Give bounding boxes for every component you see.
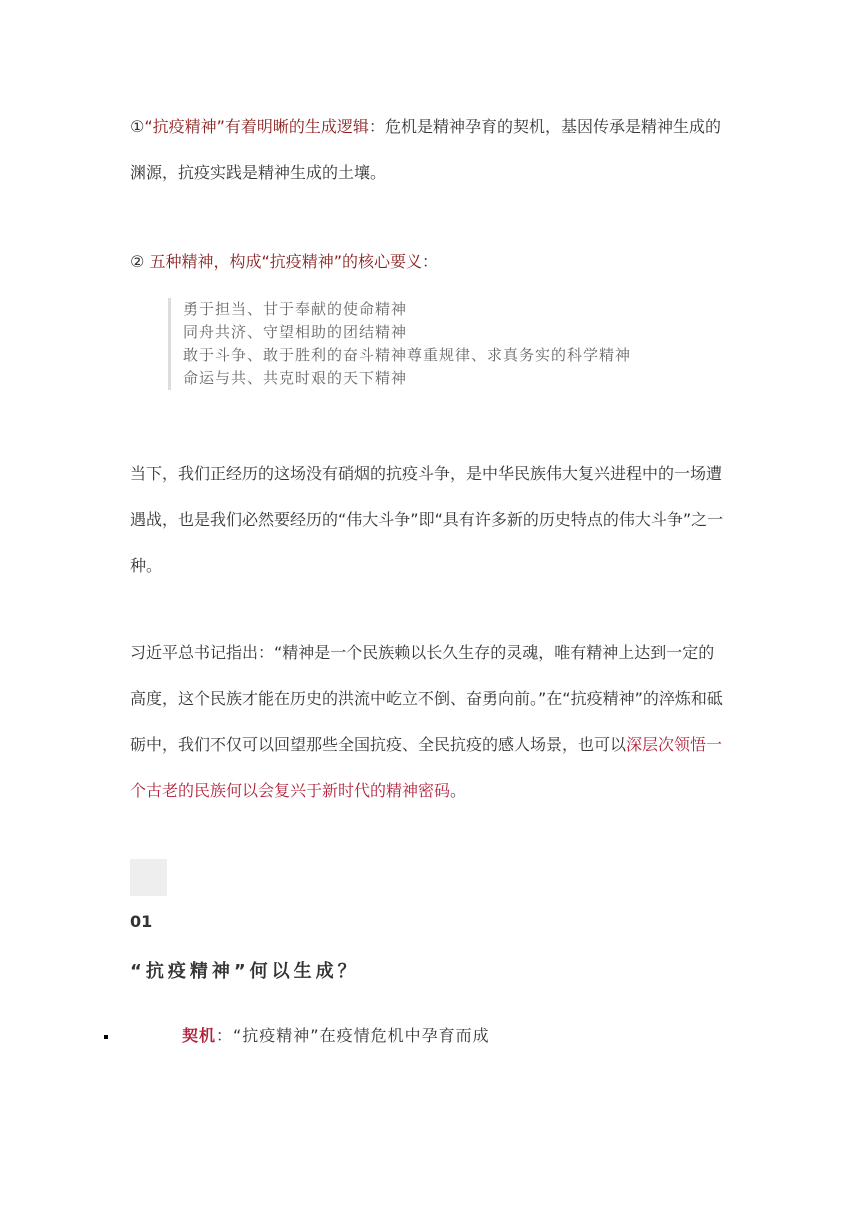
- core-meaning-colon: ：: [422, 252, 439, 271]
- generation-logic-text: ：危机是精神孕育的契机，基因传承是精神生成的渊源，抗疫实践是精神生成的土壤。: [130, 117, 721, 182]
- quote-line: 同舟共济、守望相助的团结精神: [183, 323, 408, 341]
- paragraph-core-meaning: [130, 239, 730, 285]
- xi-quote-end: 。: [450, 781, 467, 800]
- section-title: “抗疫精神”何以生成？: [130, 961, 360, 982]
- bullet-item: [182, 1024, 490, 1048]
- great-struggle-text: 当下，我们正经历的这场没有硝烟的抗疫斗争，是中华民族伟大复兴进程中的一场遭遇战，也是我们必然要经历的“伟大斗争”即“具有许多新的历史特点的伟大斗争”之一种。: [130, 464, 724, 575]
- section-number: 01: [130, 912, 153, 931]
- highlight-generation-logic: “抗疫精神”有着明晰的生成逻辑: [144, 117, 369, 136]
- quote-line: 命运与共、共克时艰的天下精神: [183, 369, 408, 387]
- bullet-text: ：“抗疫精神”在疫情危机中孕育而成: [216, 1026, 490, 1045]
- ordinal-2: ②: [130, 252, 150, 271]
- paragraph-great-struggle: [130, 451, 730, 589]
- quote-line: 敢于斗争、敢于胜利的奋斗精神尊重规律、求真务实的科学精神: [183, 346, 632, 364]
- ordinal-1: ①: [130, 117, 145, 136]
- paragraph-xi-quote: [130, 630, 730, 814]
- highlight-core-meaning: 五种精神，构成“抗疫精神”的核心要义: [149, 252, 423, 271]
- five-spirits-blockquote: [168, 298, 743, 390]
- bullet-marker-icon: [104, 1035, 108, 1039]
- paragraph-generation-logic: [130, 104, 730, 196]
- xi-quote-text: 习近平总书记指出：“精神是一个民族赖以长久生存的灵魂，唯有精神上达到一定的高度，这个民族才能在历史的洪流中屹立不倒、奋勇向前。”在“抗疫精神”的淬炼和砥砺中，我们不仅可以回望那些全国抗疫、全民抗疫的感人场景，也可以: [130, 643, 723, 754]
- highlight-spirit-code: 深层次领悟一个古老的民族何以会复兴于新时代的精神密码: [130, 735, 723, 800]
- bullet-keyword: 契机: [182, 1026, 217, 1045]
- quote-line: 勇于担当、甘于奉献的使命精神: [183, 300, 408, 318]
- section-image-placeholder: [130, 859, 167, 896]
